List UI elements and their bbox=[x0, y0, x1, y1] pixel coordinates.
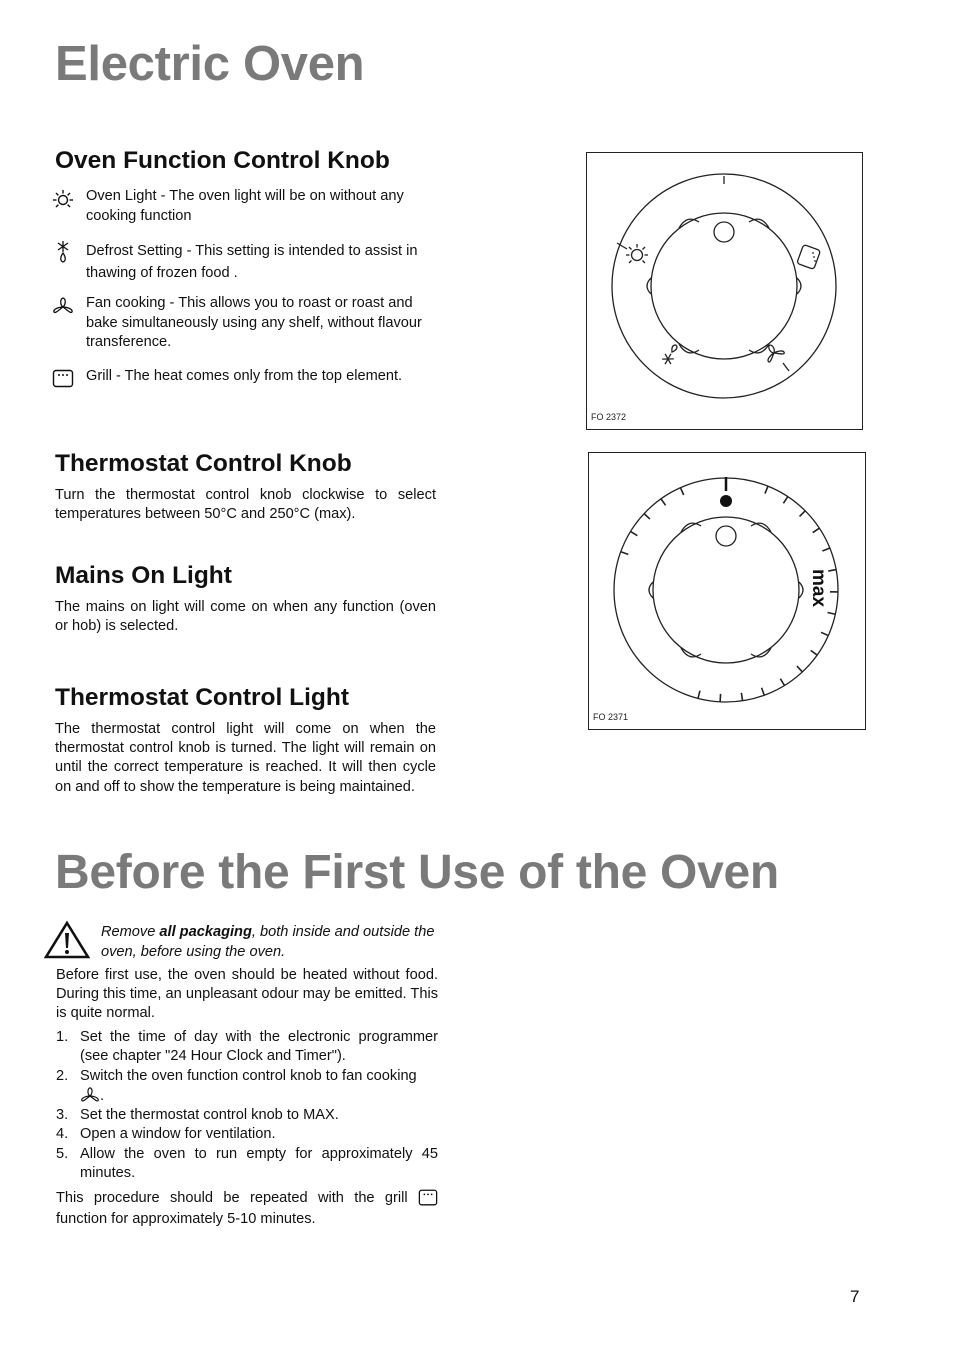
scale-tick bbox=[741, 693, 742, 701]
scale-tick bbox=[811, 650, 818, 655]
scale-tick bbox=[813, 528, 820, 532]
scale-tick bbox=[644, 514, 650, 519]
grill-icon bbox=[418, 1188, 438, 1208]
scale-tick bbox=[780, 679, 784, 686]
figure-code: FO 2372 bbox=[591, 412, 627, 422]
grill-icon bbox=[52, 368, 74, 390]
scale-tick bbox=[765, 486, 768, 493]
thermostat-light-text: The thermostat control light will come on when the thermostat control knob is turned. The light will remain on until the correct temperature is reached. It will then cycle on and off to show the temperature is being maintained. bbox=[55, 721, 436, 795]
first-use-closing: This procedure should be repeated with the grill function for approximately 5-10 minutes. bbox=[56, 1188, 438, 1230]
knob-grill-icon bbox=[797, 244, 821, 269]
list-item: 1. Set the time of day with the electronic programmer (see chapter "24 Hour Clock and Timer"). bbox=[56, 1029, 438, 1065]
scale-tick bbox=[762, 688, 765, 696]
knob-defrost-icon bbox=[661, 343, 681, 367]
function-text: Oven Light - The oven light will be on without any cooking function bbox=[86, 188, 404, 224]
function-text: Grill - The heat comes only from the top element. bbox=[86, 368, 403, 384]
first-use-steps bbox=[56, 1028, 438, 1183]
list-item: 2. Switch the oven function control knob to fan cooking . bbox=[56, 1067, 438, 1106]
scale-tick bbox=[661, 499, 666, 506]
max-label: max bbox=[808, 569, 829, 608]
warning-icon bbox=[44, 920, 90, 960]
list-item: 4. Open a window for ventilation. bbox=[56, 1126, 276, 1143]
function-knob-figure bbox=[586, 152, 863, 430]
heading-oven-function: Oven Function Control Knob bbox=[55, 147, 390, 174]
scale-tick bbox=[821, 632, 828, 635]
figure-code: FO 2371 bbox=[593, 712, 629, 722]
page-number: 7 bbox=[850, 1287, 860, 1306]
scale-tick bbox=[621, 552, 629, 555]
scale-tick bbox=[800, 511, 806, 517]
list-item: 3. Set the thermostat control knob to MAX. bbox=[56, 1107, 339, 1124]
thermostat-knob-figure bbox=[588, 452, 866, 730]
defrost-icon bbox=[52, 240, 74, 264]
heading-thermostat-light: Thermostat Control Light bbox=[55, 684, 349, 711]
scale-tick bbox=[783, 497, 787, 504]
scale-tick bbox=[631, 531, 638, 535]
function-text: Defrost Setting - This setting is intended to assist in thawing of frozen food . bbox=[86, 243, 418, 281]
first-use-intro: Before first use, the oven should be heated without food. During this time, an unpleasant odour may be emitted. This is quite normal. bbox=[56, 967, 438, 1022]
mains-light-text: The mains on light will come on when any function (oven or hob) is selected. bbox=[55, 599, 436, 635]
function-knob-drawing bbox=[587, 153, 862, 429]
heading-mains-light: Mains On Light bbox=[55, 562, 232, 589]
fan-icon bbox=[52, 296, 74, 318]
scale-tick bbox=[822, 548, 829, 551]
page-title: Electric Oven bbox=[55, 37, 365, 91]
scale-tick bbox=[698, 691, 700, 699]
section-title-first-use: Before the First Use of the Oven bbox=[55, 846, 779, 899]
thermostat-knob-text: Turn the thermostat control knob clockwise to select temperatures between 50°C and 250°C (max). bbox=[55, 487, 436, 523]
scale-tick bbox=[797, 666, 802, 672]
function-text: Fan cooking - This allows you to roast or roast and bake simultaneously using any shelf, without flavour transference. bbox=[86, 295, 422, 350]
heading-thermostat-knob: Thermostat Control Knob bbox=[55, 450, 352, 477]
fan-icon bbox=[80, 1086, 100, 1106]
knob-oven-light-icon bbox=[626, 244, 648, 263]
scale-tick bbox=[680, 488, 683, 495]
list-item: 5. Allow the oven to run empty for approximately 45 minutes. bbox=[56, 1145, 438, 1181]
scale-tick bbox=[828, 613, 836, 615]
knob-fan-icon bbox=[762, 341, 785, 363]
thermostat-knob-drawing bbox=[589, 453, 865, 729]
warning-text: Remove all packaging, both inside and outside the oven, before using the oven. bbox=[101, 924, 435, 960]
oven-light-icon bbox=[52, 188, 74, 210]
